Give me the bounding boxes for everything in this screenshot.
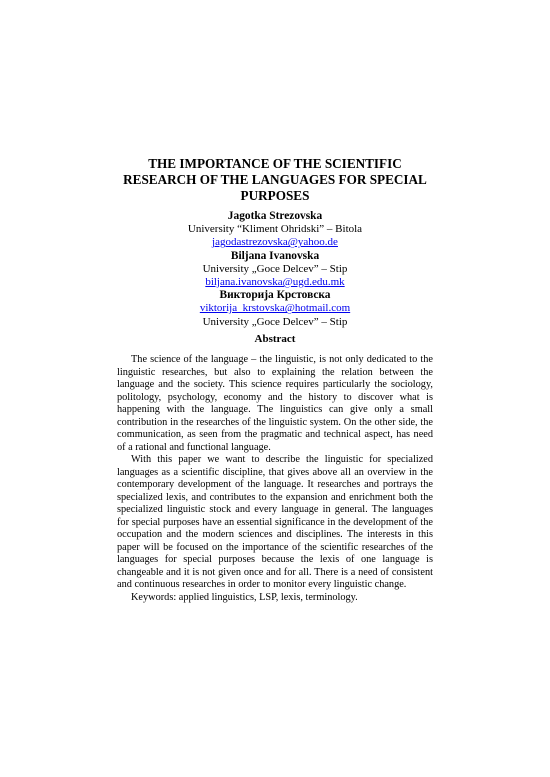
abstract-paragraph: The science of the language – the linguistic, is not only dedicated to the linguistic researches, but also to explaining the relation between the language and the society. This science requires particularly the sociology, politology, psychology, economy and the history to discover what is happening with the language. The linguistics can give only a small contribution in the researches of the linguistic system. On the other side, the communication, as seen from the pragmatic and technical aspect, has need of a rational and functional language.	[117, 354, 433, 453]
author-affiliation: University „Goce Delcev” – Stip	[202, 262, 348, 275]
author-email-link[interactable]: biljana.ivanovska@ugd.edu.mk	[205, 276, 345, 289]
author-name: Biljana Ivanovska	[230, 249, 320, 262]
author-affiliation: University „Goce Delcev” – Stip	[202, 315, 348, 328]
author-name: Викторија Крстовска	[219, 289, 331, 302]
author-name: Jagotka Strezovska	[227, 210, 323, 222]
author-affiliation: University “Kliment Ohridski” – Bitola	[187, 223, 363, 236]
title-line: THE IMPORTANCE OF THE SCIENTIFIC	[148, 156, 402, 171]
paper-title	[80, 156, 470, 204]
author-email-link[interactable]: viktorija_krstovska@hotmail.com	[199, 302, 351, 315]
title-line: RESEARCH OF THE LANGUAGES FOR SPECIAL	[123, 172, 427, 187]
abstract-heading: Abstract	[254, 333, 296, 345]
author-block	[80, 210, 470, 329]
author-email-link[interactable]: jagodastrezovska@yahoo.de	[212, 236, 338, 249]
keywords-line: Keywords: applied linguistics, LSP, lexis, terminology.	[131, 591, 358, 603]
abstract-paragraph: With this paper we want to describe the linguistic for specialized languages as a scientific discipline, that gives above all an overview in the contemporary development of the language. It researches and portrays the specialized lexis, and contributes to the expansion and enrichment both the specialized linguistic stock and every language in general. The languages for special purposes have an essential significance in the development of the occupation and the modern sciences and disciplines. The interests in this paper will be focused on the importance of the scientific researches of the languages for special purposes because the lexis of one language is changeable and it is not given once and for all. There is a need of consistent and continuous researches in order to monitor every linguistic change.	[117, 454, 433, 590]
title-line: PURPOSES	[240, 188, 310, 203]
abstract-body	[117, 354, 433, 604]
